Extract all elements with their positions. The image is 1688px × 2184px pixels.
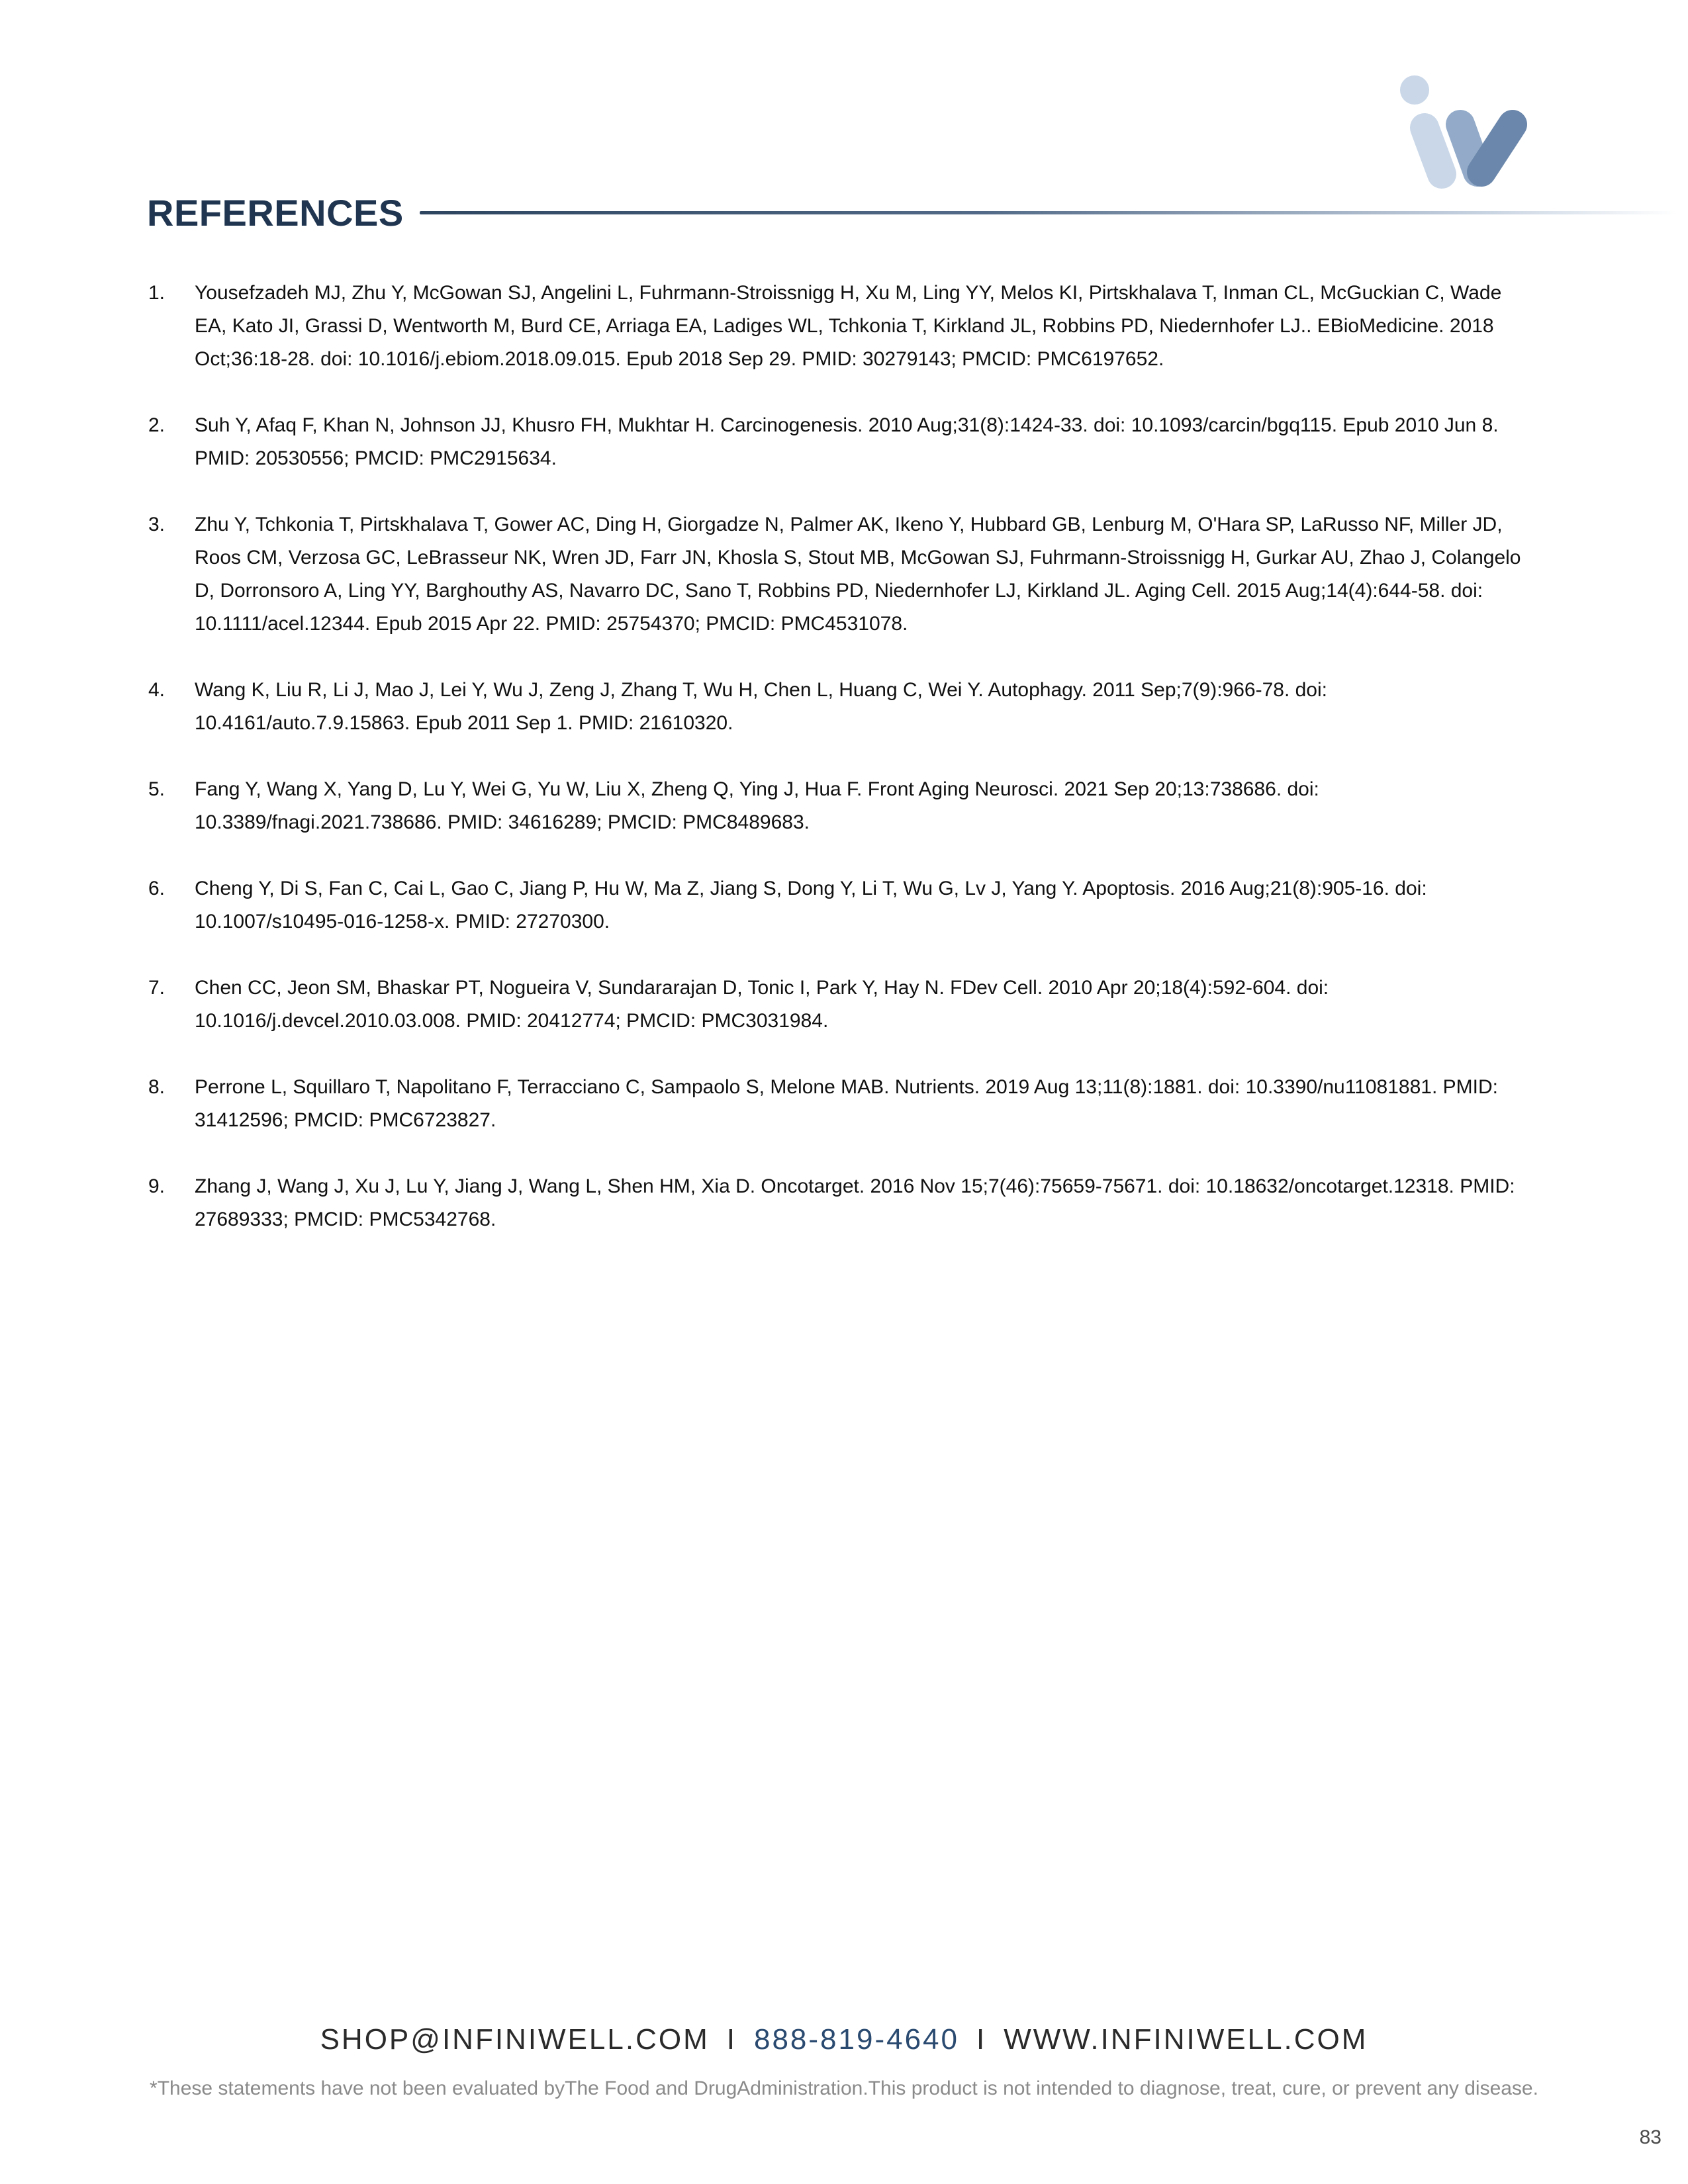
reference-number: 1. [148, 282, 165, 304]
reference-item [148, 277, 1525, 376]
reference-item [148, 773, 1525, 839]
website-link[interactable]: WWW.INFINIWELL.COM [1004, 2023, 1368, 2056]
reference-item [148, 409, 1525, 475]
reference-item [148, 674, 1525, 740]
reference-text: Fang Y, Wang X, Yang D, Lu Y, Wei G, Yu W, Liu X, Zheng Q, Ying J, Hua F. Front Aging Neurosci. 2021 Sep 20;13:738686. doi: 10.3389/fnagi.2021.738686. PMID: 34616289; PMCID: PMC8489683. [195, 778, 1319, 833]
reference-item [148, 872, 1525, 938]
reference-number: 5. [148, 778, 165, 800]
reference-item [148, 508, 1525, 641]
reference-number: 4. [148, 679, 165, 701]
references-list [148, 277, 1525, 1269]
reference-number: 6. [148, 878, 165, 899]
reference-text: Cheng Y, Di S, Fan C, Cai L, Gao C, Jiang P, Hu W, Ma Z, Jiang S, Dong Y, Li T, Wu G, Lv J, Yang Y. Apoptosis. 2016 Aug;21(8):905-16. doi: 10.1007/s10495-016-1258-x. PMID: 27270300. [195, 878, 1427, 933]
email-link[interactable]: SHOP@INFINIWELL.COM [320, 2023, 710, 2056]
reference-text: Suh Y, Afaq F, Khan N, Johnson JJ, Khusro FH, Mukhtar H. Carcinogenesis. 2010 Aug;31(8):1424-33. doi: 10.1093/carcin/bgq115. Epub 2010 Jun 8. PMID: 20530556; PMCID: PMC2915634. [195, 414, 1499, 469]
reference-number: 7. [148, 977, 165, 999]
reference-item [148, 1071, 1525, 1137]
reference-number: 3. [148, 514, 165, 535]
reference-text: Zhu Y, Tchkonia T, Pirtskhalava T, Gower AC, Ding H, Giorgadze N, Palmer AK, Ikeno Y, Hubbard GB, Lenburg M, O'Hara SP, LaRusso NF, Miller JD, Roos CM, Verzosa GC, LeBrasseur NK, Wren JD, Farr JN, Khosla S, Stout MB, McGowan SJ, Fuhrmann-Stroissnigg H, Gurkar AU, Zhao J, Colangelo D, Dorronsoro A, Ling YY, Barghouthy AS, Navarro DC, Sano T, Robbins PD, Niedernhofer LJ, Kirkland JL. Aging Cell. 2015 Aug;14(4):644-58. doi: 10.1111/acel.12344. Epub 2015 Apr 22. PMID: 25754370; PMCID: PMC4531078. [195, 514, 1521, 635]
reference-text: Wang K, Liu R, Li J, Mao J, Lei Y, Wu J, Zeng J, Zhang T, Wu H, Chen L, Huang C, Wei Y. Autophagy. 2011 Sep;7(9):966-78. doi: 10.4161/auto.7.9.15863. Epub 2011 Sep 1. PMID: 21610320. [195, 679, 1327, 734]
reference-item [148, 972, 1525, 1038]
reference-number: 8. [148, 1076, 165, 1098]
title-divider [420, 211, 1677, 214]
reference-text: Zhang J, Wang J, Xu J, Lu Y, Jiang J, Wang L, Shen HM, Xia D. Oncotarget. 2016 Nov 15;7(46):75659-75671. doi: 10.18632/oncotarget.12318. PMID: 27689333; PMCID: PMC5342768. [195, 1175, 1515, 1230]
page-title: REFERENCES [147, 192, 404, 234]
reference-text: Yousefzadeh MJ, Zhu Y, McGowan SJ, Angelini L, Fuhrmann-Stroissnigg H, Xu M, Ling YY, Melos KI, Pirtskhalava T, Inman CL, McGuckian C, Wade EA, Kato JI, Grassi D, Wentworth M, Burd CE, Arriaga EA, Ladiges WL, Tchkonia T, Kirkland JL, Robbins PD, Niedernhofer LJ.. EBioMedicine. 2018 Oct;36:18-28. doi: 10.1016/j.ebiom.2018.09.015. Epub 2018 Sep 29. PMID: 30279143; PMCID: PMC6197652. [195, 282, 1502, 370]
heading-row [147, 187, 1544, 240]
reference-text: Chen CC, Jeon SM, Bhaskar PT, Nogueira V, Sundararajan D, Tonic I, Park Y, Hay N. FDev Cell. 2010 Apr 20;18(4):592-604. doi: 10.1016/j.devcel.2010.03.008. PMID: 20412774; PMCID: PMC3031984. [195, 977, 1329, 1032]
footer-contact [0, 2020, 1688, 2060]
footer-separator: I [726, 2023, 737, 2056]
reference-number: 2. [148, 414, 165, 436]
reference-item [148, 1170, 1525, 1236]
fda-disclaimer: *These statements have not been evaluated byThe Food and DrugAdministration.This product is not intended to diagnose, treat, cure, or prevent any disease. [150, 2077, 1538, 2099]
reference-text: Perrone L, Squillaro T, Napolitano F, Terracciano C, Sampaolo S, Melone MAB. Nutrients. 2019 Aug 13;11(8):1881. doi: 10.3390/nu11081881. PMID: 31412596; PMCID: PMC6723827. [195, 1076, 1498, 1131]
footer-separator: I [976, 2023, 987, 2056]
phone-link[interactable]: 888-819-4640 [753, 2023, 959, 2056]
reference-number: 9. [148, 1175, 165, 1197]
infiniwell-w-logo-icon [1397, 71, 1542, 191]
page-number: 83 [1639, 2126, 1662, 2148]
